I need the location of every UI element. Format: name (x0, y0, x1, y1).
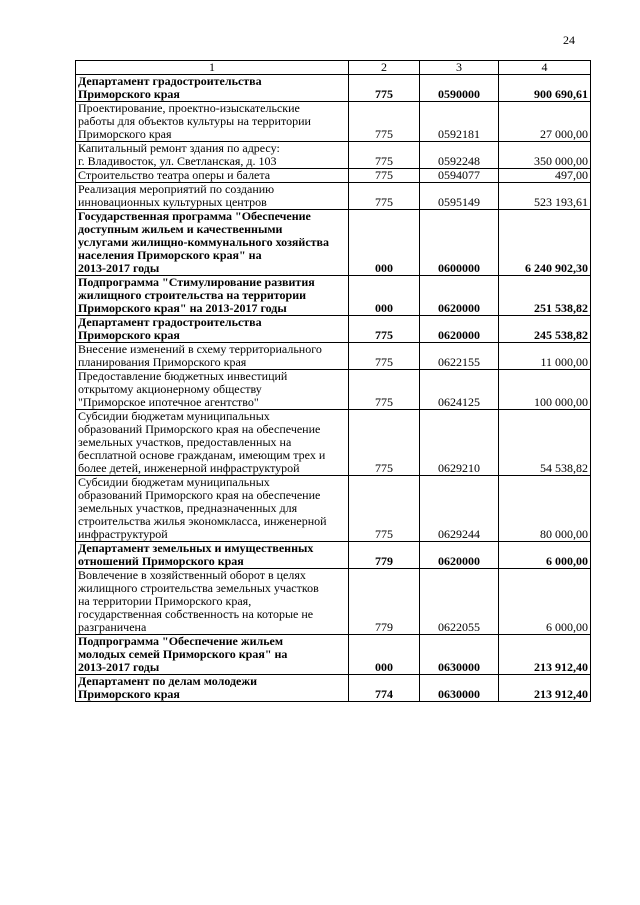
row-target-code-cell: 0595149 (420, 183, 499, 210)
row-amount-cell: 11 000,00 (499, 343, 591, 370)
table-row (76, 675, 591, 702)
row-name-cell: Субсидии бюджетам муниципальных образований Приморского края на обеспечение земельных участков, предоставленных на бесплатной основе гражданам, имеющим трех и более детей, инженерной инфраструктурой (76, 410, 349, 476)
table-row (76, 569, 591, 635)
table-row (76, 142, 591, 169)
row-name-cell: Подпрограмма "Обеспечение жильем молодых семей Приморского края" на 2013-2017 годы (76, 635, 349, 675)
table-row (76, 169, 591, 183)
column-header: 4 (499, 61, 591, 75)
table-body (76, 75, 591, 702)
row-amount-cell: 350 000,00 (499, 142, 591, 169)
table-row (76, 343, 591, 370)
row-code-cell: 775 (349, 102, 420, 142)
row-amount-cell: 213 912,40 (499, 635, 591, 675)
row-amount-cell: 6 000,00 (499, 542, 591, 569)
table-row (76, 476, 591, 542)
row-amount-cell: 80 000,00 (499, 476, 591, 542)
row-name-cell: Проектирование, проектно-изыскательские работы для объектов культуры на территории Приморского края (76, 102, 349, 142)
column-header: 1 (76, 61, 349, 75)
row-name-cell: Подпрограмма "Стимулирование развития жилищного строительства на территории Приморского края" на 2013-2017 годы (76, 276, 349, 316)
row-code-cell: 775 (349, 316, 420, 343)
row-code-cell: 000 (349, 210, 420, 276)
row-amount-cell: 900 690,61 (499, 75, 591, 102)
row-name-cell: Государственная программа "Обеспечение доступным жильем и качественными услугами жилищно-коммунального хозяйства населения Приморского края" на 2013-2017 годы (76, 210, 349, 276)
row-target-code-cell: 0624125 (420, 370, 499, 410)
row-target-code-cell: 0630000 (420, 675, 499, 702)
row-amount-cell: 213 912,40 (499, 675, 591, 702)
column-header: 2 (349, 61, 420, 75)
table-row (76, 210, 591, 276)
row-name-cell: Департамент градостроительства Приморского края (76, 75, 349, 102)
table-row (76, 635, 591, 675)
column-header: 3 (420, 61, 499, 75)
table-row (76, 370, 591, 410)
row-target-code-cell: 0620000 (420, 316, 499, 343)
row-code-cell: 000 (349, 635, 420, 675)
page-number: 24 (563, 33, 575, 47)
row-name-cell: Внесение изменений в схему территориального планирования Приморского края (76, 343, 349, 370)
row-target-code-cell: 0600000 (420, 210, 499, 276)
row-code-cell: 775 (349, 169, 420, 183)
row-target-code-cell: 0630000 (420, 635, 499, 675)
table-row (76, 75, 591, 102)
row-target-code-cell: 0629244 (420, 476, 499, 542)
row-target-code-cell: 0622155 (420, 343, 499, 370)
table-row (76, 183, 591, 210)
table-row (76, 276, 591, 316)
row-amount-cell: 251 538,82 (499, 276, 591, 316)
row-target-code-cell: 0622055 (420, 569, 499, 635)
row-code-cell: 779 (349, 542, 420, 569)
row-target-code-cell: 0620000 (420, 276, 499, 316)
row-name-cell: Строительство театра оперы и балета (76, 169, 349, 183)
budget-table (75, 60, 591, 702)
table-row (76, 410, 591, 476)
table-row (76, 542, 591, 569)
row-code-cell: 779 (349, 569, 420, 635)
table-row (76, 316, 591, 343)
row-name-cell: Субсидии бюджетам муниципальных образований Приморского края на обеспечение земельных участков, предназначенных для строительства жилья экономкласса, инженерной инфраструктурой (76, 476, 349, 542)
table-header-row (76, 61, 591, 75)
row-amount-cell: 54 538,82 (499, 410, 591, 476)
row-name-cell: Департамент градостроительства Приморского края (76, 316, 349, 343)
row-amount-cell: 6 000,00 (499, 569, 591, 635)
row-target-code-cell: 0592181 (420, 102, 499, 142)
row-code-cell: 774 (349, 675, 420, 702)
row-amount-cell: 245 538,82 (499, 316, 591, 343)
row-amount-cell: 27 000,00 (499, 102, 591, 142)
row-code-cell: 775 (349, 75, 420, 102)
row-code-cell: 775 (349, 142, 420, 169)
row-target-code-cell: 0592248 (420, 142, 499, 169)
row-target-code-cell: 0620000 (420, 542, 499, 569)
row-amount-cell: 523 193,61 (499, 183, 591, 210)
row-amount-cell: 497,00 (499, 169, 591, 183)
row-amount-cell: 100 000,00 (499, 370, 591, 410)
row-code-cell: 775 (349, 410, 420, 476)
row-name-cell: Капитальный ремонт здания по адресу: г. Владивосток, ул. Светланская, д. 103 (76, 142, 349, 169)
row-name-cell: Предоставление бюджетных инвестиций открытому акционерному обществу "Приморское ипотечное агентство" (76, 370, 349, 410)
row-amount-cell: 6 240 902,30 (499, 210, 591, 276)
row-target-code-cell: 0629210 (420, 410, 499, 476)
row-name-cell: Департамент земельных и имущественных отношений Приморского края (76, 542, 349, 569)
row-code-cell: 775 (349, 183, 420, 210)
row-code-cell: 775 (349, 343, 420, 370)
row-name-cell: Вовлечение в хозяйственный оборот в целях жилищного строительства земельных участков на территории Приморского края, государственная собственность на которые не разграничена (76, 569, 349, 635)
row-name-cell: Департамент по делам молодежи Приморского края (76, 675, 349, 702)
row-target-code-cell: 0594077 (420, 169, 499, 183)
row-code-cell: 775 (349, 370, 420, 410)
row-code-cell: 000 (349, 276, 420, 316)
row-name-cell: Реализация мероприятий по созданию инновационных культурных центров (76, 183, 349, 210)
row-target-code-cell: 0590000 (420, 75, 499, 102)
table-row (76, 102, 591, 142)
row-code-cell: 775 (349, 476, 420, 542)
